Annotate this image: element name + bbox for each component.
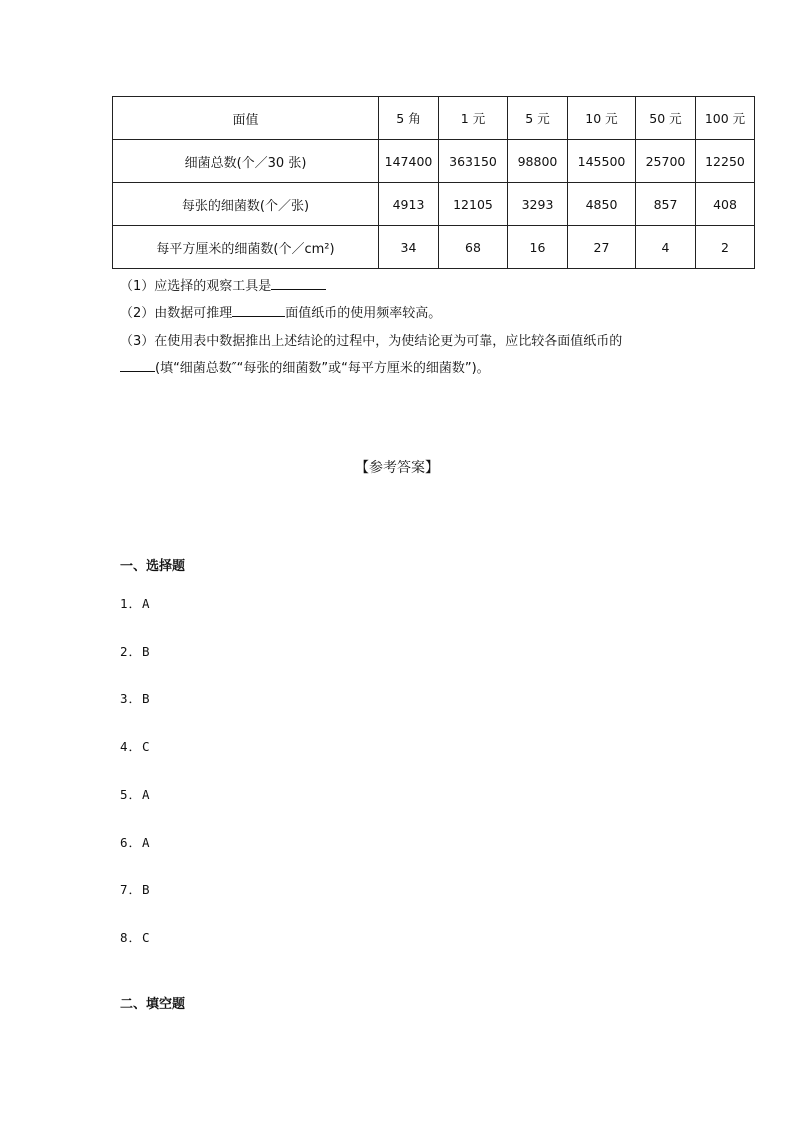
question-3-text: (填“细菌总数″“每张的细菌数”或“每平方厘米的细菌数”)。: [155, 361, 490, 376]
table-cell: 12105: [439, 183, 508, 226]
table-cell: 34: [379, 226, 439, 269]
header-cell: 100 元: [696, 97, 755, 140]
table-cell: 27: [568, 226, 636, 269]
question-2-text-end: 面值纸币的使用频率较高。: [285, 306, 442, 321]
table-cell: 145500: [568, 140, 636, 183]
header-cell: 5 元: [508, 97, 568, 140]
answer-title: 【参考答案】: [355, 460, 439, 476]
table-cell: 363150: [439, 140, 508, 183]
table-cell: 408: [696, 183, 755, 226]
answer-item: 3．B: [120, 691, 151, 706]
answer-item: 5．A: [120, 787, 151, 802]
table-cell: 12250: [696, 140, 755, 183]
question-3-line-2: [120, 357, 490, 376]
answer-item: 7．B: [120, 882, 151, 897]
table-cell: 147400: [379, 140, 439, 183]
header-cell: 50 元: [636, 97, 696, 140]
row-label: 每张的细菌数(个／张): [113, 183, 379, 226]
table-cell: 98800: [508, 140, 568, 183]
row-label: 细菌总数(个／30 张): [113, 140, 379, 183]
table-cell: 2: [696, 226, 755, 269]
section-heading-fill-blank: 二、填空题: [120, 997, 186, 1012]
table-row: [113, 183, 755, 226]
answer-item: 1．A: [120, 596, 151, 611]
answer-item: 6．A: [120, 835, 151, 850]
header-cell: 10 元: [568, 97, 636, 140]
header-cell: 1 元: [439, 97, 508, 140]
answer-blank: [271, 275, 326, 290]
table-cell: 4: [636, 226, 696, 269]
answer-item: 8．C: [120, 930, 151, 945]
table-row: [113, 140, 755, 183]
table-cell: 25700: [636, 140, 696, 183]
answer-blank: [120, 357, 155, 372]
table-row: [113, 226, 755, 269]
table-cell: 68: [439, 226, 508, 269]
answer-item: 2．B: [120, 644, 151, 659]
header-cell-denomination: 面值: [113, 97, 379, 140]
table-cell: 4850: [568, 183, 636, 226]
answer-item: 4．C: [120, 739, 151, 754]
table-cell: 16: [508, 226, 568, 269]
table-cell: 857: [636, 183, 696, 226]
question-1-text: （1）应选择的观察工具是: [120, 279, 272, 294]
table-cell: 3293: [508, 183, 568, 226]
question-1: [120, 275, 326, 294]
question-2: [120, 302, 441, 321]
question-3-line-1: （3）在使用表中数据推出上述结论的过程中，为使结论更为可靠，应比较各面值纸币的: [120, 334, 623, 349]
bacteria-data-table: [112, 96, 755, 269]
answer-blank: [232, 302, 285, 317]
table-cell: 4913: [379, 183, 439, 226]
row-label: 每平方厘米的细菌数(个／cm²): [113, 226, 379, 269]
header-cell: 5 角: [379, 97, 439, 140]
question-2-text-start: （2）由数据可推理: [120, 306, 233, 321]
section-heading-choice: 一、选择题: [120, 559, 186, 574]
table-header-row: [113, 97, 755, 140]
